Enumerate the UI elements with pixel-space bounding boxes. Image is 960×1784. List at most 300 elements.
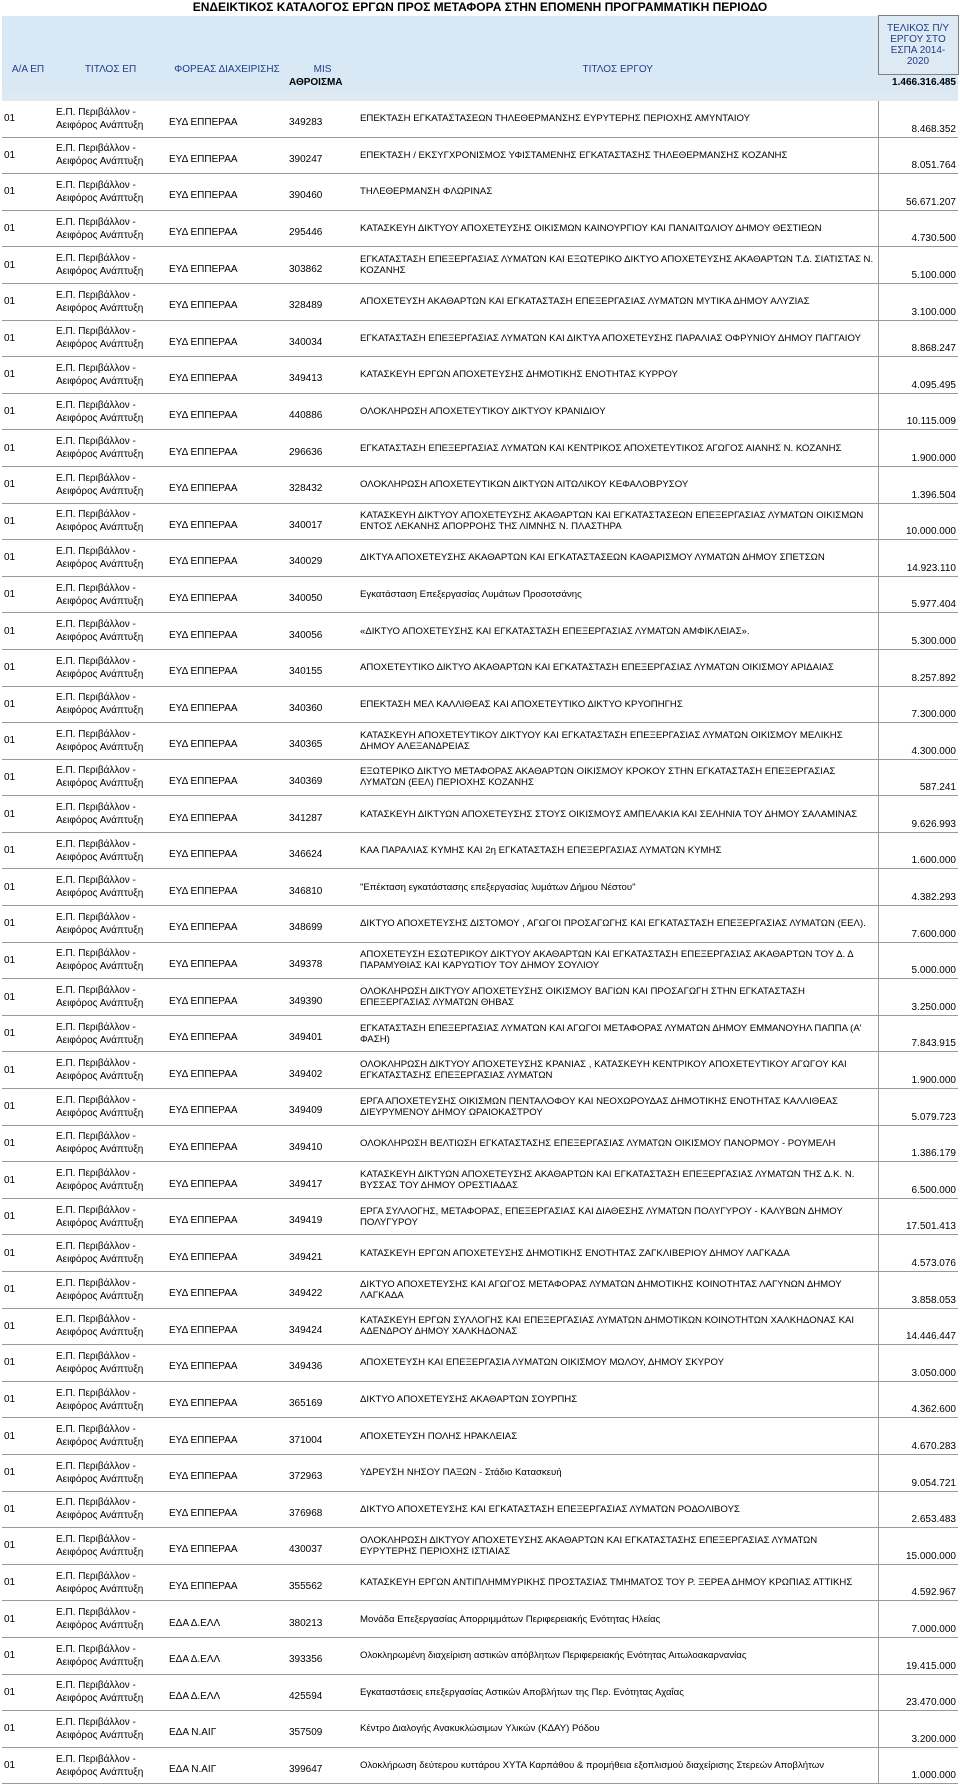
cell-total: 4.362.600 — [878, 1381, 958, 1418]
spreadsheet — [2, 0, 958, 1784]
cell-body: ΕΥΔ ΕΠΠΕΡΑΑ — [167, 1491, 287, 1528]
cell-total: 9.626.993 — [878, 796, 958, 833]
cell-mis: 349283 — [287, 101, 358, 137]
cell-project-title: ΚΑΤΑΣΚΕΥΗ ΔΙΚΤΥΩΝ ΑΠΟΧΕΤΕΥΣΗΣ ΣΤΟΥΣ ΟΙΚΙΣΜΟΥΣ ΑΜΠΕΛΑΚΙΑ ΚΑΙ ΣΕΛΗΝΙΑ ΤΟΥ ΔΗΜΟΥ ΣΑΛΑΜΙΝΑΣ — [358, 796, 878, 833]
cell-total: 1.396.504 — [878, 466, 958, 503]
cell-project-title: ΚΑΤΑΣΚΕΥΗ ΕΡΓΩΝ ΑΠΟΧΕΤΕΥΣΗΣ ΔΗΜΟΤΙΚΗΣ ΕΝΟΤΗΤΑΣ ΖΑΓΚΛΙΒΕΡΙΟΥ ΔΗΜΟΥ ΛΑΓΚΑΔΑ — [358, 1235, 878, 1272]
cell-mis: 349436 — [287, 1345, 358, 1382]
cell-body: ΕΥΔ ΕΠΠΕΡΑΑ — [167, 723, 287, 760]
cell-total: 4.300.000 — [878, 723, 958, 760]
cell-aa: 01 — [2, 1015, 54, 1052]
cell-mis: 425594 — [287, 1674, 358, 1711]
cell-project-title: Εγκατάσταση Επεξεργασίας Λυμάτων Προσοτσάνης — [358, 576, 878, 613]
cell-op-title: Ε.Π. Περιβάλλον - Αειφόρος Ανάπτυξη — [54, 723, 167, 760]
cell-body: ΕΥΔ ΕΠΠΕΡΑΑ — [167, 210, 287, 247]
cell-body: ΕΥΔ ΕΠΠΕΡΑΑ — [167, 1052, 287, 1089]
cell-aa: 01 — [2, 1235, 54, 1272]
cell-body: ΕΥΔ ΕΠΠΕΡΑΑ — [167, 466, 287, 503]
cell-op-title: Ε.Π. Περιβάλλον - Αειφόρος Ανάπτυξη — [54, 283, 167, 320]
cell-total: 5.000.000 — [878, 942, 958, 979]
table-row — [2, 430, 958, 467]
cell-total: 14.923.110 — [878, 540, 958, 577]
cell-aa: 01 — [2, 1454, 54, 1491]
cell-total: 7.300.000 — [878, 686, 958, 723]
cell-total: 4.095.495 — [878, 357, 958, 394]
cell-total: 2.653.483 — [878, 1491, 958, 1528]
header-mis: MIS — [287, 16, 358, 75]
cell-project-title: ΔΙΚΤΥΟ ΑΠΟΧΕΤΕΥΣΗΣ ΚΑΙ ΑΓΩΓΟΣ ΜΕΤΑΦΟΡΑΣ ΛΥΜΑΤΩΝ ΔΗΜΟΤΙΚΗΣ ΚΟΙΝΟΤΗΤΑΣ ΛΑΓΥΝΩΝ ΔΗΜΟΥ ΛΑΓΚΑΔΑ — [358, 1272, 878, 1309]
cell-aa: 01 — [2, 1089, 54, 1126]
sum-value: 1.466.316.485 — [878, 75, 958, 91]
cell-body: ΕΥΔ ΕΠΠΕΡΑΑ — [167, 1235, 287, 1272]
cell-aa: 01 — [2, 796, 54, 833]
table-row — [2, 174, 958, 211]
table-row — [2, 832, 958, 869]
table-row — [2, 357, 958, 394]
cell-aa: 01 — [2, 283, 54, 320]
cell-op-title: Ε.Π. Περιβάλλον - Αειφόρος Ανάπτυξη — [54, 503, 167, 540]
cell-aa: 01 — [2, 1601, 54, 1638]
cell-mis: 390460 — [287, 174, 358, 211]
cell-aa: 01 — [2, 613, 54, 650]
cell-op-title: Ε.Π. Περιβάλλον - Αειφόρος Ανάπτυξη — [54, 430, 167, 467]
cell-body: ΕΥΔ ΕΠΠΕΡΑΑ — [167, 1198, 287, 1235]
cell-aa: 01 — [2, 1637, 54, 1674]
cell-project-title: ΕΡΓΑ ΑΠΟΧΕΤΕΥΣΗΣ ΟΙΚΙΣΜΩΝ ΠΕΝΤΑΛΟΦΟΥ ΚΑΙ ΝΕΟΧΩΡΟΥΔΑΣ ΔΗΜΟΤΙΚΗΣ ΕΝΟΤΗΤΑΣ ΚΑΛΛΙΘΕΑΣ ΔΙΕΥΡΥΜΕΝΟΥ ΔΗΜΟΥ ΩΡΑΙΟΚΑΣΤΡΟΥ — [358, 1089, 878, 1126]
cell-mis: 371004 — [287, 1418, 358, 1455]
cell-mis: 340365 — [287, 723, 358, 760]
cell-body: ΕΔΑ Δ.ΕΛΛ — [167, 1601, 287, 1638]
cell-aa: 01 — [2, 137, 54, 174]
cell-project-title: ΑΠΟΧΕΤΕΥΣΗ ΚΑΙ ΕΠΕΞΕΡΓΑΣΙΑ ΛΥΜΑΤΩΝ ΟΙΚΙΣΜΟΥ ΜΩΛΟΥ, ΔΗΜΟΥ ΣΚΥΡΟΥ — [358, 1345, 878, 1382]
table-row — [2, 613, 958, 650]
cell-total: 4.670.283 — [878, 1418, 958, 1455]
cell-body: ΕΔΑ Ν.ΑΙΓ — [167, 1711, 287, 1748]
cell-body: ΕΥΔ ΕΠΠΕΡΑΑ — [167, 906, 287, 943]
cell-mis: 349402 — [287, 1052, 358, 1089]
table-row — [2, 247, 958, 284]
cell-aa: 01 — [2, 1674, 54, 1711]
cell-mis: 340155 — [287, 649, 358, 686]
cell-mis: 296636 — [287, 430, 358, 467]
cell-mis: 440886 — [287, 393, 358, 430]
cell-project-title: ΑΠΟΧΕΤΕΥΣΗ ΑΚΑΘΑΡΤΩΝ ΚΑΙ ΕΓΚΑΤΑΣΤΑΣΗ ΕΠΕΞΕΡΓΑΣΙΑΣ ΛΥΜΑΤΩΝ ΜΥΤΙΚΑ ΔΗΜΟΥ ΑΛΥΖΙΑΣ — [358, 283, 878, 320]
cell-mis: 348699 — [287, 906, 358, 943]
cell-mis: 349401 — [287, 1015, 358, 1052]
cell-op-title: Ε.Π. Περιβάλλον - Αειφόρος Ανάπτυξη — [54, 796, 167, 833]
cell-aa: 01 — [2, 906, 54, 943]
cell-body: ΕΥΔ ΕΠΠΕΡΑΑ — [167, 247, 287, 284]
table-row — [2, 576, 958, 613]
cell-aa: 01 — [2, 832, 54, 869]
cell-total: 19.415.000 — [878, 1637, 958, 1674]
cell-body: ΕΥΔ ΕΠΠΕΡΑΑ — [167, 1308, 287, 1345]
cell-op-title: Ε.Π. Περιβάλλον - Αειφόρος Ανάπτυξη — [54, 649, 167, 686]
header-total: ΤΕΛΙΚΟΣ Π/Υ ΕΡΓΟΥ ΣΤΟ ΕΣΠΑ 2014-2020 — [878, 16, 958, 75]
table-row — [2, 1235, 958, 1272]
cell-aa: 01 — [2, 174, 54, 211]
cell-op-title: Ε.Π. Περιβάλλον - Αειφόρος Ανάπτυξη — [54, 174, 167, 211]
cell-body: ΕΥΔ ΕΠΠΕΡΑΑ — [167, 101, 287, 137]
cell-op-title: Ε.Π. Περιβάλλον - Αειφόρος Ανάπτυξη — [54, 1089, 167, 1126]
cell-op-title: Ε.Π. Περιβάλλον - Αειφόρος Ανάπτυξη — [54, 979, 167, 1016]
cell-aa: 01 — [2, 576, 54, 613]
cell-body: ΕΥΔ ΕΠΠΕΡΑΑ — [167, 1272, 287, 1309]
cell-aa: 01 — [2, 540, 54, 577]
cell-project-title: Κέντρο Διαλογής Ανακυκλώσιμων Υλικών (ΚΔΑΥ) Ρόδου — [358, 1711, 878, 1748]
cell-total: 5.300.000 — [878, 613, 958, 650]
cell-body: ΕΥΔ ΕΠΠΕΡΑΑ — [167, 869, 287, 906]
cell-op-title: Ε.Π. Περιβάλλον - Αειφόρος Ανάπτυξη — [54, 1747, 167, 1784]
cell-project-title: ΥΔΡΕΥΣΗ ΝΗΣΟΥ ΠΑΞΩΝ - Στάδιο Κατασκευή — [358, 1454, 878, 1491]
cell-mis: 430037 — [287, 1528, 358, 1565]
cell-body: ΕΔΑ Δ.ΕΛΛ — [167, 1674, 287, 1711]
cell-op-title: Ε.Π. Περιβάλλον - Αειφόρος Ανάπτυξη — [54, 540, 167, 577]
cell-op-title: Ε.Π. Περιβάλλον - Αειφόρος Ανάπτυξη — [54, 1345, 167, 1382]
cell-mis: 380213 — [287, 1601, 358, 1638]
cell-body: ΕΥΔ ΕΠΠΕΡΑΑ — [167, 1381, 287, 1418]
table-row — [2, 1418, 958, 1455]
cell-project-title: ΑΠΟΧΕΤΕΥΤΙΚΟ ΔΙΚΤΥΟ ΑΚΑΘΑΡΤΩΝ ΚΑΙ ΕΓΚΑΤΑΣΤΑΣΗ ΕΠΕΞΕΡΓΑΣΙΑΣ ΛΥΜΑΤΩΝ ΟΙΚΙΣΜΟΥ ΑΡΙΔΑΙΑΣ — [358, 649, 878, 686]
cell-project-title: ΑΠΟΧΕΤΕΥΣΗ ΠΟΛΗΣ ΗΡΑΚΛΕΙΑΣ — [358, 1418, 878, 1455]
cell-body: ΕΥΔ ΕΠΠΕΡΑΑ — [167, 503, 287, 540]
table-row — [2, 1601, 958, 1638]
cell-op-title: Ε.Π. Περιβάλλον - Αειφόρος Ανάπτυξη — [54, 576, 167, 613]
cell-op-title: Ε.Π. Περιβάλλον - Αειφόρος Ανάπτυξη — [54, 832, 167, 869]
cell-body: ΕΥΔ ΕΠΠΕΡΑΑ — [167, 1125, 287, 1162]
blank-row — [2, 90, 958, 101]
cell-body: ΕΥΔ ΕΠΠΕΡΑΑ — [167, 1564, 287, 1601]
table-row — [2, 320, 958, 357]
cell-project-title: Ολοκλήρωση δεύτερου κυττάρου ΧΥΤΑ Καρπάθου & προμήθεια εξοπλισμού διαχείρισης Στερεών Αποβλήτων — [358, 1747, 878, 1784]
cell-mis: 365169 — [287, 1381, 358, 1418]
table-row — [2, 723, 958, 760]
cell-project-title: ΕΓΚΑΤΑΣΤΑΣΗ ΕΠΕΞΕΡΓΑΣΙΑΣ ΛΥΜΑΤΩΝ ΚΑΙ ΕΞΩΤΕΡΙΚΟ ΔΙΚΤΥΟ ΑΠΟΧΕΤΕΥΣΗΣ ΑΚΑΘΑΡΤΩΝ Τ.Δ. ΣΙΑΤΙΣΤΑΣ Ν. ΚΟΖΑΝΗΣ — [358, 247, 878, 284]
cell-total: 5.977.404 — [878, 576, 958, 613]
cell-project-title: ΚΑΤΑΣΚΕΥΗ ΔΙΚΤΥΩΝ ΑΠΟΧΕΤΕΥΣΗΣ ΑΚΑΘΑΡΤΩΝ ΚΑΙ ΕΓΚΑΤΑΣΤΑΣΗ ΕΠΕΞΕΡΓΑΣΙΑΣ ΛΥΜΑΤΩΝ ΤΗΣ Δ.Κ. Ν. ΒΥΣΣΑΣ ΤΟΥ ΔΗΜΟΥ ΟΡΕΣΤΙΑΔΑΣ — [358, 1162, 878, 1199]
table-row — [2, 101, 958, 137]
cell-body: ΕΥΔ ΕΠΠΕΡΑΑ — [167, 576, 287, 613]
cell-op-title: Ε.Π. Περιβάλλον - Αειφόρος Ανάπτυξη — [54, 1711, 167, 1748]
cell-total: 8.468.352 — [878, 101, 958, 137]
cell-op-title: Ε.Π. Περιβάλλον - Αειφόρος Ανάπτυξη — [54, 942, 167, 979]
cell-project-title: ΕΠΕΚΤΑΣΗ / ΕΚΣΥΓΧΡΟΝΙΣΜΟΣ ΥΦΙΣΤΑΜΕΝΗΣ ΕΓΚΑΤΑΣΤΑΣΗΣ ΤΗΛΕΘΕΡΜΑΝΣΗΣ ΚΟΖΑΝΗΣ — [358, 137, 878, 174]
table-row — [2, 1308, 958, 1345]
cell-project-title: Μονάδα Επεξεργασίας Απορριμμάτων Περιφερειακής Ενότητας Ηλείας — [358, 1601, 878, 1638]
table-row — [2, 979, 958, 1016]
cell-body: ΕΥΔ ΕΠΠΕΡΑΑ — [167, 649, 287, 686]
header-project-title: ΤΙΤΛΟΣ ΕΡΓΟΥ — [358, 16, 878, 75]
cell-project-title: ΟΛΟΚΛΗΡΩΣΗ ΔΙΚΤΥΟΥ ΑΠΟΧΕΤΕΥΣΗΣ ΟΙΚΙΣΜΟΥ ΒΑΓΙΩΝ ΚΑΙ ΠΡΟΣΑΓΩΓΗ ΣΤΗΝ ΕΓΚΑΤΑΣΤΑΣΗ ΕΠΕΞΕΡΓΑΣΙΑΣ ΛΥΜΑΤΩΝ ΘΗΒΑΣ — [358, 979, 878, 1016]
cell-op-title: Ε.Π. Περιβάλλον - Αειφόρος Ανάπτυξη — [54, 1015, 167, 1052]
cell-project-title: ΟΛΟΚΛΗΡΩΣΗ ΒΕΛΤΙΩΣΗ ΕΓΚΑΤΑΣΤΑΣΗΣ ΕΠΕΞΕΡΓΑΣΙΑΣ ΛΥΜΑΤΩΝ ΟΙΚΙΣΜΟΥ ΠΑΝΟΡΜΟΥ - ΡΟΥΜΕΛΗ — [358, 1125, 878, 1162]
cell-total: 10.000.000 — [878, 503, 958, 540]
cell-mis: 349378 — [287, 942, 358, 979]
cell-op-title: Ε.Π. Περιβάλλον - Αειφόρος Ανάπτυξη — [54, 1052, 167, 1089]
cell-total: 56.671.207 — [878, 174, 958, 211]
cell-mis: 340029 — [287, 540, 358, 577]
cell-op-title: Ε.Π. Περιβάλλον - Αειφόρος Ανάπτυξη — [54, 210, 167, 247]
cell-aa: 01 — [2, 1272, 54, 1309]
cell-body: ΕΥΔ ΕΠΠΕΡΑΑ — [167, 1162, 287, 1199]
cell-aa: 01 — [2, 649, 54, 686]
cell-aa: 01 — [2, 503, 54, 540]
cell-body: ΕΥΔ ΕΠΠΕΡΑΑ — [167, 759, 287, 796]
cell-total: 5.079.723 — [878, 1089, 958, 1126]
cell-mis: 349417 — [287, 1162, 358, 1199]
cell-mis: 340034 — [287, 320, 358, 357]
cell-aa: 01 — [2, 1308, 54, 1345]
table-row — [2, 759, 958, 796]
cell-op-title: Ε.Π. Περιβάλλον - Αειφόρος Ανάπτυξη — [54, 1564, 167, 1601]
cell-op-title: Ε.Π. Περιβάλλον - Αειφόρος Ανάπτυξη — [54, 320, 167, 357]
cell-mis: 295446 — [287, 210, 358, 247]
cell-total: 1.386.179 — [878, 1125, 958, 1162]
cell-mis: 349409 — [287, 1089, 358, 1126]
table-row — [2, 137, 958, 174]
cell-aa: 01 — [2, 979, 54, 1016]
cell-aa: 01 — [2, 393, 54, 430]
cell-total: 4.573.076 — [878, 1235, 958, 1272]
cell-body: ΕΥΔ ΕΠΠΕΡΑΑ — [167, 832, 287, 869]
cell-project-title: «ΔΙΚΤΥΟ ΑΠΟΧΕΤΕΥΣΗΣ ΚΑΙ ΕΓΚΑΤΑΣΤΑΣΗ ΕΠΕΞΕΡΓΑΣΙΑΣ ΛΥΜΑΤΩΝ ΑΜΦΙΚΛΕΙΑΣ». — [358, 613, 878, 650]
cell-total: 6.500.000 — [878, 1162, 958, 1199]
cell-total: 4.730.500 — [878, 210, 958, 247]
cell-total: 7.600.000 — [878, 906, 958, 943]
table-row — [2, 1052, 958, 1089]
cell-op-title: Ε.Π. Περιβάλλον - Αειφόρος Ανάπτυξη — [54, 1272, 167, 1309]
cell-op-title: Ε.Π. Περιβάλλον - Αειφόρος Ανάπτυξη — [54, 906, 167, 943]
cell-aa: 01 — [2, 1491, 54, 1528]
cell-body: ΕΥΔ ΕΠΠΕΡΑΑ — [167, 686, 287, 723]
cell-total: 1.900.000 — [878, 430, 958, 467]
cell-project-title: ΚΑΤΑΣΚΕΥΗ ΑΠΟΧΕΤΕΥΤΙΚΟΥ ΔΙΚΤΥΟΥ ΚΑΙ ΕΓΚΑΤΑΣΤΑΣΗ ΕΠΕΞΕΡΓΑΣΙΑΣ ΛΥΜΑΤΩΝ ΟΙΚΙΣΜΟΥ ΜΕΛΙΚΗΣ ΔΗΜΟΥ ΑΛΕΞΑΝΔΡΕΙΑΣ — [358, 723, 878, 760]
cell-mis: 349422 — [287, 1272, 358, 1309]
cell-op-title: Ε.Π. Περιβάλλον - Αειφόρος Ανάπτυξη — [54, 1162, 167, 1199]
cell-op-title: Ε.Π. Περιβάλλον - Αειφόρος Ανάπτυξη — [54, 1528, 167, 1565]
cell-mis: 340017 — [287, 503, 358, 540]
cell-aa: 01 — [2, 320, 54, 357]
table-row — [2, 283, 958, 320]
cell-mis: 340360 — [287, 686, 358, 723]
cell-mis: 303862 — [287, 247, 358, 284]
cell-mis: 340056 — [287, 613, 358, 650]
cell-total: 23.470.000 — [878, 1674, 958, 1711]
cell-op-title: Ε.Π. Περιβάλλον - Αειφόρος Ανάπτυξη — [54, 101, 167, 137]
cell-mis: 349390 — [287, 979, 358, 1016]
cell-op-title: Ε.Π. Περιβάλλον - Αειφόρος Ανάπτυξη — [54, 1308, 167, 1345]
cell-op-title: Ε.Π. Περιβάλλον - Αειφόρος Ανάπτυξη — [54, 1418, 167, 1455]
header-row — [2, 16, 958, 75]
table-row — [2, 869, 958, 906]
cell-total: 14.446.447 — [878, 1308, 958, 1345]
cell-project-title: ΟΛΟΚΛΗΡΩΣΗ ΔΙΚΤΥΟΥ ΑΠΟΧΕΤΕΥΣΗΣ ΚΡΑΝΙΑΣ , ΚΑΤΑΣΚΕΥΗ ΚΕΝΤΡΙΚΟΥ ΑΠΟΧΕΤΕΥΤΙΚΟΥ ΑΓΩΓΟΥ ΚΑΙ ΕΓΚΑΤΑΣΤΑΣΗΣ ΕΠΕΞΕΡΓΑΣΙΑΣ ΛΥΜΑΤΩΝ — [358, 1052, 878, 1089]
cell-total: 8.257.892 — [878, 649, 958, 686]
cell-project-title: ΚΑΤΑΣΚΕΥΗ ΕΡΓΩΝ ΑΝΤΙΠΛΗΜΜΥΡΙΚΗΣ ΠΡΟΣΤΑΣΙΑΣ ΤΜΗΜΑΤΟΣ ΤΟΥ Ρ. ΞΕΡΕΑ ΔΗΜΟΥ ΚΡΩΠΙΑΣ ΑΤΤΙΚΗΣ — [358, 1564, 878, 1601]
cell-op-title: Ε.Π. Περιβάλλον - Αειφόρος Ανάπτυξη — [54, 1198, 167, 1235]
cell-aa: 01 — [2, 357, 54, 394]
cell-body: ΕΥΔ ΕΠΠΕΡΑΑ — [167, 283, 287, 320]
cell-project-title: ΚΑΤΑΣΚΕΥΗ ΕΡΓΩΝ ΑΠΟΧΕΤΕΥΣΗΣ ΔΗΜΟΤΙΚΗΣ ΕΝΟΤΗΤΑΣ ΚΥΡΡΟΥ — [358, 357, 878, 394]
cell-aa: 01 — [2, 942, 54, 979]
cell-mis: 341287 — [287, 796, 358, 833]
cell-total: 4.382.293 — [878, 869, 958, 906]
cell-total: 7.843.915 — [878, 1015, 958, 1052]
cell-total: 10.115.009 — [878, 393, 958, 430]
cell-mis: 340050 — [287, 576, 358, 613]
cell-op-title: Ε.Π. Περιβάλλον - Αειφόρος Ανάπτυξη — [54, 357, 167, 394]
cell-total: 8.051.764 — [878, 137, 958, 174]
cell-aa: 01 — [2, 1125, 54, 1162]
projects-table — [2, 15, 959, 1784]
cell-aa: 01 — [2, 1711, 54, 1748]
table-row — [2, 466, 958, 503]
cell-mis: 399647 — [287, 1747, 358, 1784]
cell-op-title: Ε.Π. Περιβάλλον - Αειφόρος Ανάπτυξη — [54, 466, 167, 503]
cell-total: 15.000.000 — [878, 1528, 958, 1565]
cell-mis: 340369 — [287, 759, 358, 796]
cell-op-title: Ε.Π. Περιβάλλον - Αειφόρος Ανάπτυξη — [54, 1125, 167, 1162]
cell-body: ΕΥΔ ΕΠΠΕΡΑΑ — [167, 1418, 287, 1455]
table-row — [2, 1345, 958, 1382]
cell-op-title: Ε.Π. Περιβάλλον - Αειφόρος Ανάπτυξη — [54, 1674, 167, 1711]
cell-project-title: ΚΑΑ ΠΑΡΑΛΙΑΣ ΚΥΜΗΣ ΚΑΙ 2η ΕΓΚΑΤΑΣΤΑΣΗ ΕΠΕΞΕΡΓΑΣΙΑΣ ΛΥΜΑΤΩΝ ΚΥΜΗΣ — [358, 832, 878, 869]
cell-mis: 372963 — [287, 1454, 358, 1491]
cell-total: 3.100.000 — [878, 283, 958, 320]
table-row — [2, 1564, 958, 1601]
table-row — [2, 1637, 958, 1674]
table-row — [2, 906, 958, 943]
table-row — [2, 1125, 958, 1162]
table-row — [2, 1528, 958, 1565]
cell-project-title: ΔΙΚΤΥΟ ΑΠΟΧΕΤΕΥΣΗΣ ΑΚΑΘΑΡΤΩΝ ΣΟΥΡΠΗΣ — [358, 1381, 878, 1418]
cell-mis: 357509 — [287, 1711, 358, 1748]
cell-op-title: Ε.Π. Περιβάλλον - Αειφόρος Ανάπτυξη — [54, 1491, 167, 1528]
cell-op-title: Ε.Π. Περιβάλλον - Αειφόρος Ανάπτυξη — [54, 393, 167, 430]
cell-op-title: Ε.Π. Περιβάλλον - Αειφόρος Ανάπτυξη — [54, 1235, 167, 1272]
table-row — [2, 942, 958, 979]
cell-project-title: ΕΡΓΑ ΣΥΛΛΟΓΗΣ, ΜΕΤΑΦΟΡΑΣ, ΕΠΕΞΕΡΓΑΣΙΑΣ ΚΑΙ ΔΙΑΘΕΣΗΣ ΛΥΜΑΤΩΝ ΠΟΛΥΓΥΡΟΥ - ΚΑΛΥΒΩΝ ΔΗΜΟΥ ΠΟΛΥΓΥΡΟΥ — [358, 1198, 878, 1235]
table-row — [2, 540, 958, 577]
table-row — [2, 1162, 958, 1199]
table-row — [2, 1272, 958, 1309]
cell-mis: 349410 — [287, 1125, 358, 1162]
cell-body: ΕΥΔ ΕΠΠΕΡΑΑ — [167, 942, 287, 979]
cell-project-title: ΕΓΚΑΤΑΣΤΑΣΗ ΕΠΕΞΕΡΓΑΣΙΑΣ ΛΥΜΑΤΩΝ ΚΑΙ ΑΓΩΓΟΙ ΜΕΤΑΦΟΡΑΣ ΛΥΜΑΤΩΝ ΔΗΜΟΥ ΕΜΜΑΝΟΥΗΛ ΠΑΠΠΑ (Α' ΦΑΣΗ) — [358, 1015, 878, 1052]
cell-body: ΕΥΔ ΕΠΠΕΡΑΑ — [167, 357, 287, 394]
cell-project-title: ΟΛΟΚΛΗΡΩΣΗ ΑΠΟΧΕΤΕΥΤΙΚΩΝ ΔΙΚΤΥΩΝ ΑΙΤΩΛΙΚΟΥ ΚΕΦΑΛΟΒΡΥΣΟΥ — [358, 466, 878, 503]
cell-body: ΕΥΔ ΕΠΠΕΡΑΑ — [167, 1089, 287, 1126]
cell-project-title: ΑΠΟΧΕΤΕΥΣΗ ΕΣΩΤΕΡΙΚΟΥ ΔΙΚΤΥΟΥ ΑΚΑΘΑΡΤΩΝ ΚΑΙ ΕΓΚΑΤΑΣΤΑΣΗ ΕΠΕΞΕΡΓΑΣΙΑΣ ΑΚΑΘΑΡΤΩΝ ΤΟΥ Δ. Δ ΠΑΡΑΜΥΘΙΑΣ ΚΑΙ ΚΑΡΥΩΤΙΟΥ ΤΟΥ ΔΗΜΟΥ ΣΟΥΛΙΟΥ — [358, 942, 878, 979]
table-row — [2, 796, 958, 833]
cell-mis: 349419 — [287, 1198, 358, 1235]
cell-project-title: ΕΠΕΚΤΑΣΗ ΜΕΛ ΚΑΛΛΙΘΕΑΣ ΚΑΙ ΑΠΟΧΕΤΕΥΤΙΚΟ ΔΙΚΤΥΟ ΚΡΥΟΠΗΓΗΣ — [358, 686, 878, 723]
cell-mis: 328432 — [287, 466, 358, 503]
cell-mis: 376968 — [287, 1491, 358, 1528]
cell-mis: 349413 — [287, 357, 358, 394]
cell-total: 4.592.967 — [878, 1564, 958, 1601]
cell-body: ΕΔΑ Ν.ΑΙΓ — [167, 1747, 287, 1784]
cell-total: 1.000.000 — [878, 1747, 958, 1784]
table-row — [2, 1747, 958, 1784]
cell-body: ΕΥΔ ΕΠΠΕΡΑΑ — [167, 979, 287, 1016]
cell-aa: 01 — [2, 1381, 54, 1418]
cell-total: 3.858.053 — [878, 1272, 958, 1309]
cell-body: ΕΥΔ ΕΠΠΕΡΑΑ — [167, 540, 287, 577]
cell-project-title: ΤΗΛΕΘΕΡΜΑΝΣΗ ΦΛΩΡΙΝΑΣ — [358, 174, 878, 211]
cell-total: 8.868.247 — [878, 320, 958, 357]
cell-aa: 01 — [2, 247, 54, 284]
cell-total: 9.054.721 — [878, 1454, 958, 1491]
cell-total: 1.900.000 — [878, 1052, 958, 1089]
cell-op-title: Ε.Π. Περιβάλλον - Αειφόρος Ανάπτυξη — [54, 686, 167, 723]
cell-op-title: Ε.Π. Περιβάλλον - Αειφόρος Ανάπτυξη — [54, 137, 167, 174]
table-row — [2, 1089, 958, 1126]
cell-aa: 01 — [2, 430, 54, 467]
cell-total: 587.241 — [878, 759, 958, 796]
header-op-title: ΤΙΤΛΟΣ ΕΠ — [54, 16, 167, 75]
cell-aa: 01 — [2, 1162, 54, 1199]
cell-total: 5.100.000 — [878, 247, 958, 284]
cell-aa: 01 — [2, 759, 54, 796]
cell-aa: 01 — [2, 1345, 54, 1382]
cell-aa: 01 — [2, 101, 54, 137]
cell-body: ΕΥΔ ΕΠΠΕΡΑΑ — [167, 1454, 287, 1491]
cell-op-title: Ε.Π. Περιβάλλον - Αειφόρος Ανάπτυξη — [54, 1454, 167, 1491]
cell-body: ΕΥΔ ΕΠΠΕΡΑΑ — [167, 1528, 287, 1565]
cell-project-title: ΚΑΤΑΣΚΕΥΗ ΕΡΓΩΝ ΣΥΛΛΟΓΗΣ ΚΑΙ ΕΠΕΞΕΡΓΑΣΙΑΣ ΛΥΜΑΤΩΝ ΔΗΜΟΤΙΚΩΝ ΚΟΙΝΟΤΗΤΩΝ ΧΑΛΚΗΔΟΝΑΣ ΚΑΙ ΑΔΕΝΔΡΟΥ ΔΗΜΟΥ ΧΑΛΚΗΔΟΝΑΣ — [358, 1308, 878, 1345]
cell-op-title: Ε.Π. Περιβάλλον - Αειφόρος Ανάπτυξη — [54, 1601, 167, 1638]
cell-aa: 01 — [2, 1198, 54, 1235]
cell-op-title: Ε.Π. Περιβάλλον - Αειφόρος Ανάπτυξη — [54, 759, 167, 796]
cell-total: 17.501.413 — [878, 1198, 958, 1235]
cell-body: ΕΥΔ ΕΠΠΕΡΑΑ — [167, 430, 287, 467]
cell-project-title: ΟΛΟΚΛΗΡΩΣΗ ΔΙΚΤΥΟΥ ΑΠΟΧΕΤΕΥΣΗΣ ΑΚΑΘΑΡΤΩΝ ΚΑΙ ΕΓΚΑΤΑΣΤΑΣΗΣ ΕΠΕΞΕΡΓΑΣΙΑΣ ΛΥΜΑΤΩΝ ΕΥΡΥΤΕΡΗΣ ΠΕΡΙΟΧΗΣ ΙΣΤΙΑΙΑΣ — [358, 1528, 878, 1565]
table-row — [2, 210, 958, 247]
cell-project-title: ΚΑΤΑΣΚΕΥΗ ΔΙΚΤΥΟΥ ΑΠΟΧΕΤΕΥΣΗΣ ΟΙΚΙΣΜΩΝ ΚΑΙΝΟΥΡΓΙΟΥ ΚΑΙ ΠΑΝΑΙΤΩΛΙΟΥ ΔΗΜΟΥ ΘΕΣΤΙΕΩΝ — [358, 210, 878, 247]
cell-aa: 01 — [2, 1528, 54, 1565]
sheet-title: ΕΝΔΕΙΚΤΙΚΟΣ ΚΑΤΑΛΟΓΟΣ ΕΡΓΩΝ ΠΡΟΣ ΜΕΤΑΦΟΡΑ ΣΤΗΝ ΕΠΟΜΕΝΗ ΠΡΟΓΡΑΜΜΑΤΙΚΗ ΠΕΡΙΟΔΟ — [192, 0, 768, 14]
table-row — [2, 1711, 958, 1748]
cell-aa: 01 — [2, 466, 54, 503]
table-row — [2, 1491, 958, 1528]
cell-aa: 01 — [2, 1747, 54, 1784]
cell-aa: 01 — [2, 1052, 54, 1089]
cell-op-title: Ε.Π. Περιβάλλον - Αειφόρος Ανάπτυξη — [54, 613, 167, 650]
cell-body: ΕΥΔ ΕΠΠΕΡΑΑ — [167, 393, 287, 430]
cell-body: ΕΥΔ ΕΠΠΕΡΑΑ — [167, 613, 287, 650]
table-row — [2, 1381, 958, 1418]
cell-body: ΕΥΔ ΕΠΠΕΡΑΑ — [167, 320, 287, 357]
cell-project-title: ΔΙΚΤΥΟ ΑΠΟΧΕΤΕΥΣΗΣ ΔΙΣΤΟΜΟΥ , ΑΓΩΓΟΙ ΠΡΟΣΑΓΩΓΗΣ ΚΑΙ ΕΓΚΑΤΑΣΤΑΣΗ ΕΠΕΞΕΡΓΑΣΙΑΣ ΛΥΜΑΤΩΝ (ΕΕΛ). — [358, 906, 878, 943]
header-aa: Α/Α ΕΠ — [2, 16, 54, 75]
cell-project-title: ΕΓΚΑΤΑΣΤΑΣΗ ΕΠΕΞΕΡΓΑΣΙΑΣ ΛΥΜΑΤΩΝ ΚΑΙ ΔΙΚΤΥΑ ΑΠΟΧΕΤΕΥΣΗΣ ΠΑΡΑΛΙΑΣ ΟΦΡΥΝΙΟΥ ΔΗΜΟΥ ΠΑΓΓΑΙΟΥ — [358, 320, 878, 357]
cell-project-title: ΕΠΕΚΤΑΣΗ ΕΓΚΑΤΑΣΤΑΣΕΩΝ ΤΗΛΕΘΕΡΜΑΝΣΗΣ ΕΥΡΥΤΕΡΗΣ ΠΕΡΙΟΧΗΣ ΑΜΥΝΤΑΙΟΥ — [358, 101, 878, 137]
cell-op-title: Ε.Π. Περιβάλλον - Αειφόρος Ανάπτυξη — [54, 869, 167, 906]
cell-body: ΕΥΔ ΕΠΠΕΡΑΑ — [167, 796, 287, 833]
cell-project-title: "Επέκταση εγκατάστασης επεξεργασίας λυμάτων Δήμου Νέστου" — [358, 869, 878, 906]
table-row — [2, 649, 958, 686]
cell-aa: 01 — [2, 723, 54, 760]
cell-project-title: Εγκαταστάσεις επεξεργασίας Αστικών Αποβλήτων της Περ. Ενότητας Αχαΐας — [358, 1674, 878, 1711]
cell-op-title: Ε.Π. Περιβάλλον - Αειφόρος Ανάπτυξη — [54, 1381, 167, 1418]
cell-body: ΕΥΔ ΕΠΠΕΡΑΑ — [167, 174, 287, 211]
table-row — [2, 393, 958, 430]
cell-mis: 355562 — [287, 1564, 358, 1601]
cell-body: ΕΥΔ ΕΠΠΕΡΑΑ — [167, 1345, 287, 1382]
sum-row — [2, 75, 958, 91]
cell-mis: 346624 — [287, 832, 358, 869]
